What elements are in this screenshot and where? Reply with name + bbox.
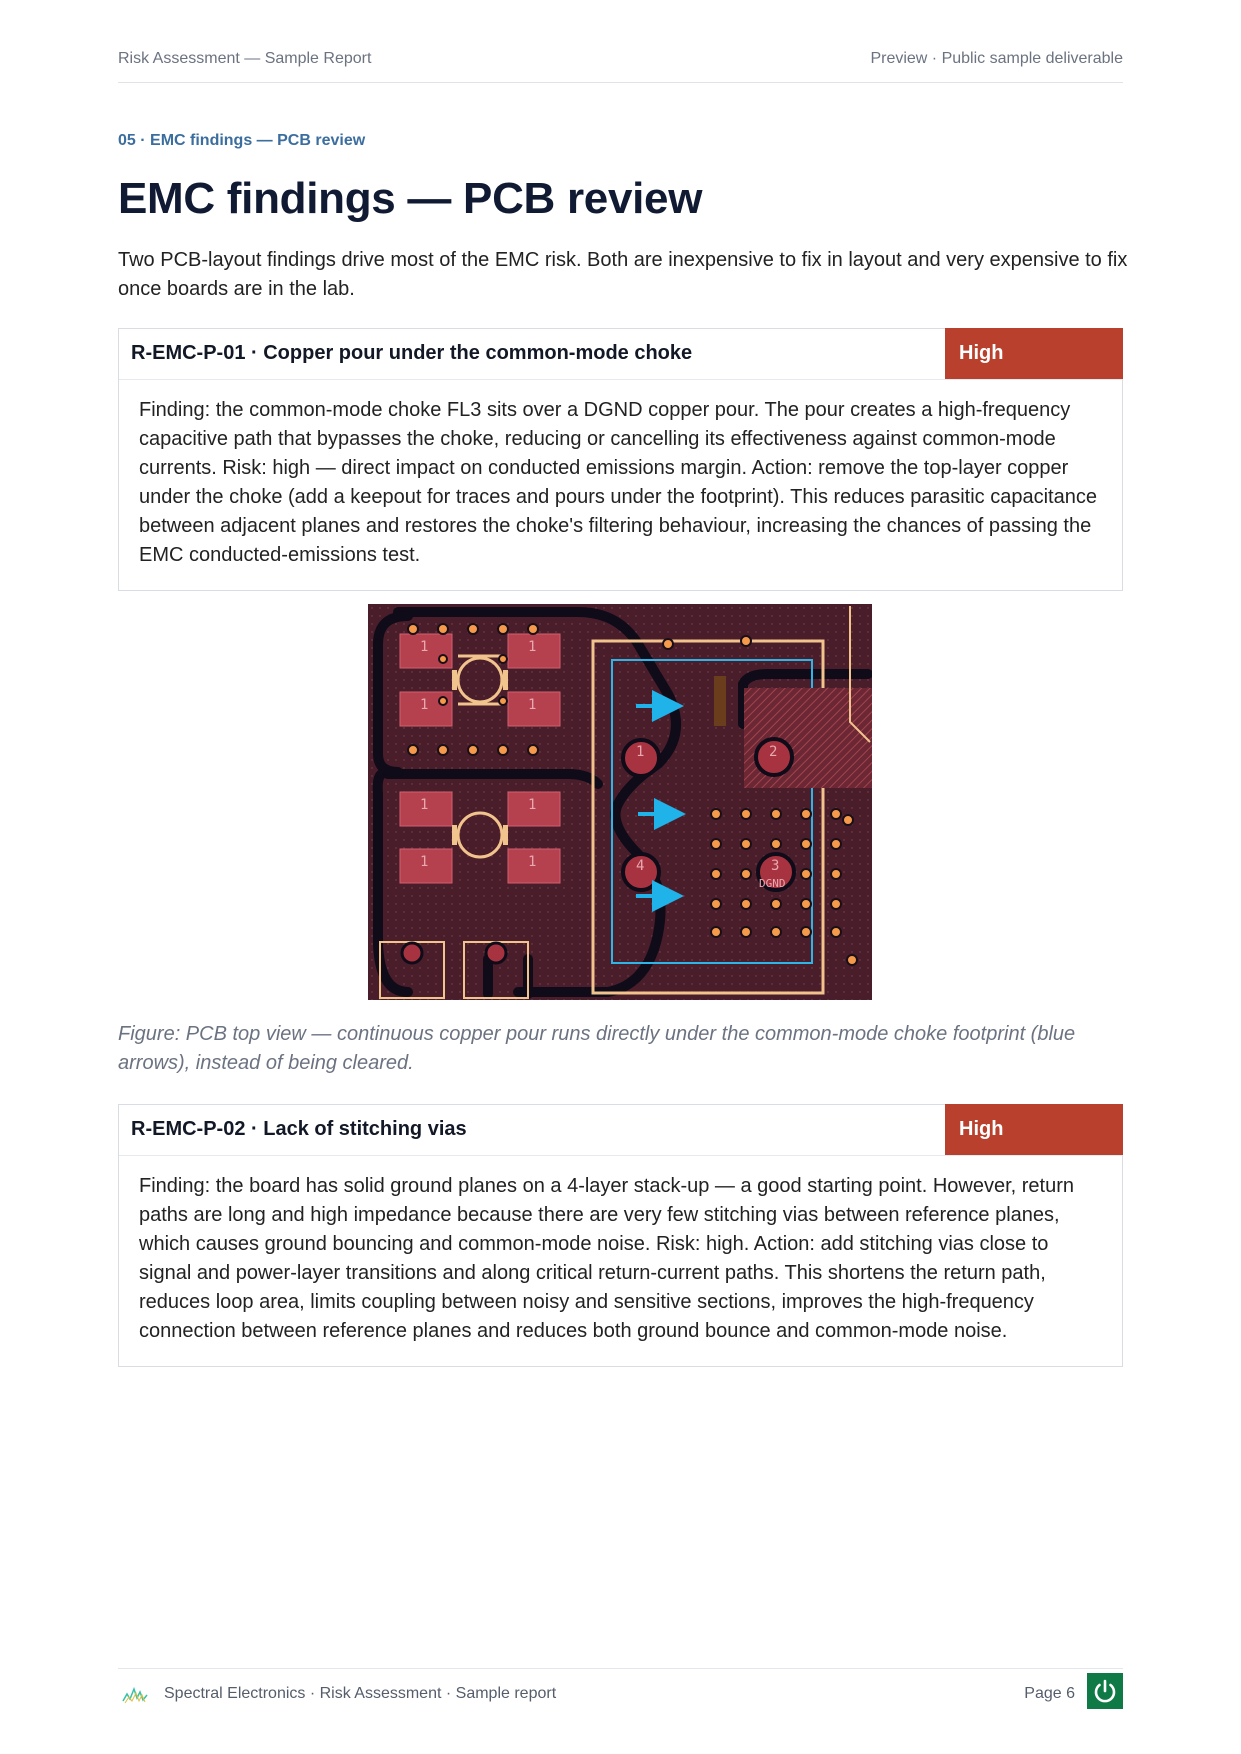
section-kicker: 05 · EMC findings — PCB review [118,132,366,149]
svg-text:1: 1 [528,697,537,713]
pad-label: 3 [771,858,780,874]
page-footer [118,1668,1123,1719]
finding-body: Finding: the board has solid ground planes on a 4-layer stack-up — a good starting point. However, return paths are long and high impedance because there are very few stitching vias between reference planes, which causes ground bouncing and common-mode noise. Risk: high. Action: add stitching vias close to signal and power-layer transitions and along critical return-current paths. This shortens the return path, reduces loop area, limits coupling between noisy and sensitive sections, improves the high-frequency connection between reference planes and reduces both ground bounce and common-mode noise. [139,1175,1074,1342]
svg-text:1: 1 [420,639,429,655]
severity-badge: High [945,328,1123,379]
spectral-logo-icon [122,1685,150,1705]
svg-text:1: 1 [528,639,537,655]
finding-card-1 [118,328,1123,591]
page-header [118,50,1123,83]
svg-text:1: 1 [528,854,537,870]
svg-text:1: 1 [420,697,429,713]
pad-label: 2 [769,744,778,760]
header-report-title: Risk Assessment — Sample Report [118,50,372,67]
svg-text:1: 1 [420,797,429,813]
footer-text: Spectral Electronics · Risk Assessment · Sample report [164,1685,557,1702]
page-number: Page 6 [1024,1685,1075,1702]
finding-title: R-EMC-P-01 · Copper pour under the common-mode choke [131,342,693,364]
pcb-figure [368,604,872,1000]
finding-card-header [119,329,1122,380]
pcb-top-view-image [368,604,872,1000]
intro-paragraph: Two PCB-layout findings drive most of the EMC risk. Both are inexpensive to fix in layout and very expensive to fix once boards are in the lab. [118,249,1128,300]
figure-caption: Figure: PCB top view — continuous copper pour runs directly under the common-mode choke footprint (blue arrows), instead of being cleared. [118,1023,1076,1074]
pad-label: 1 [636,744,645,760]
page-title: EMC findings — PCB review [118,174,703,223]
power-icon [1087,1673,1123,1709]
finding-title: R-EMC-P-02 · Lack of stitching vias [131,1118,467,1140]
header-preview-label: Preview · Public sample deliverable [870,50,1123,67]
finding-card-header [119,1105,1122,1156]
finding-card-2 [118,1104,1123,1367]
svg-text:1: 1 [420,854,429,870]
svg-text:1: 1 [528,797,537,813]
net-label-dgnd: DGND [759,877,786,890]
pad-label: 4 [636,858,645,874]
finding-body: Finding: the common-mode choke FL3 sits over a DGND copper pour. The pour creates a high-frequency capacitive path that bypasses the choke, reducing or cancelling its effectiveness against common-mode currents. Risk: high — direct impact on conducted emissions margin. Action: remove the top-layer copper under the choke (add a keepout for traces and pours under the footprint). This reduces parasitic capacitance between adjacent planes and restores the choke's filtering behaviour, increasing the chances of passing the EMC conducted-emissions test. [139,399,1097,566]
severity-badge: High [945,1104,1123,1155]
